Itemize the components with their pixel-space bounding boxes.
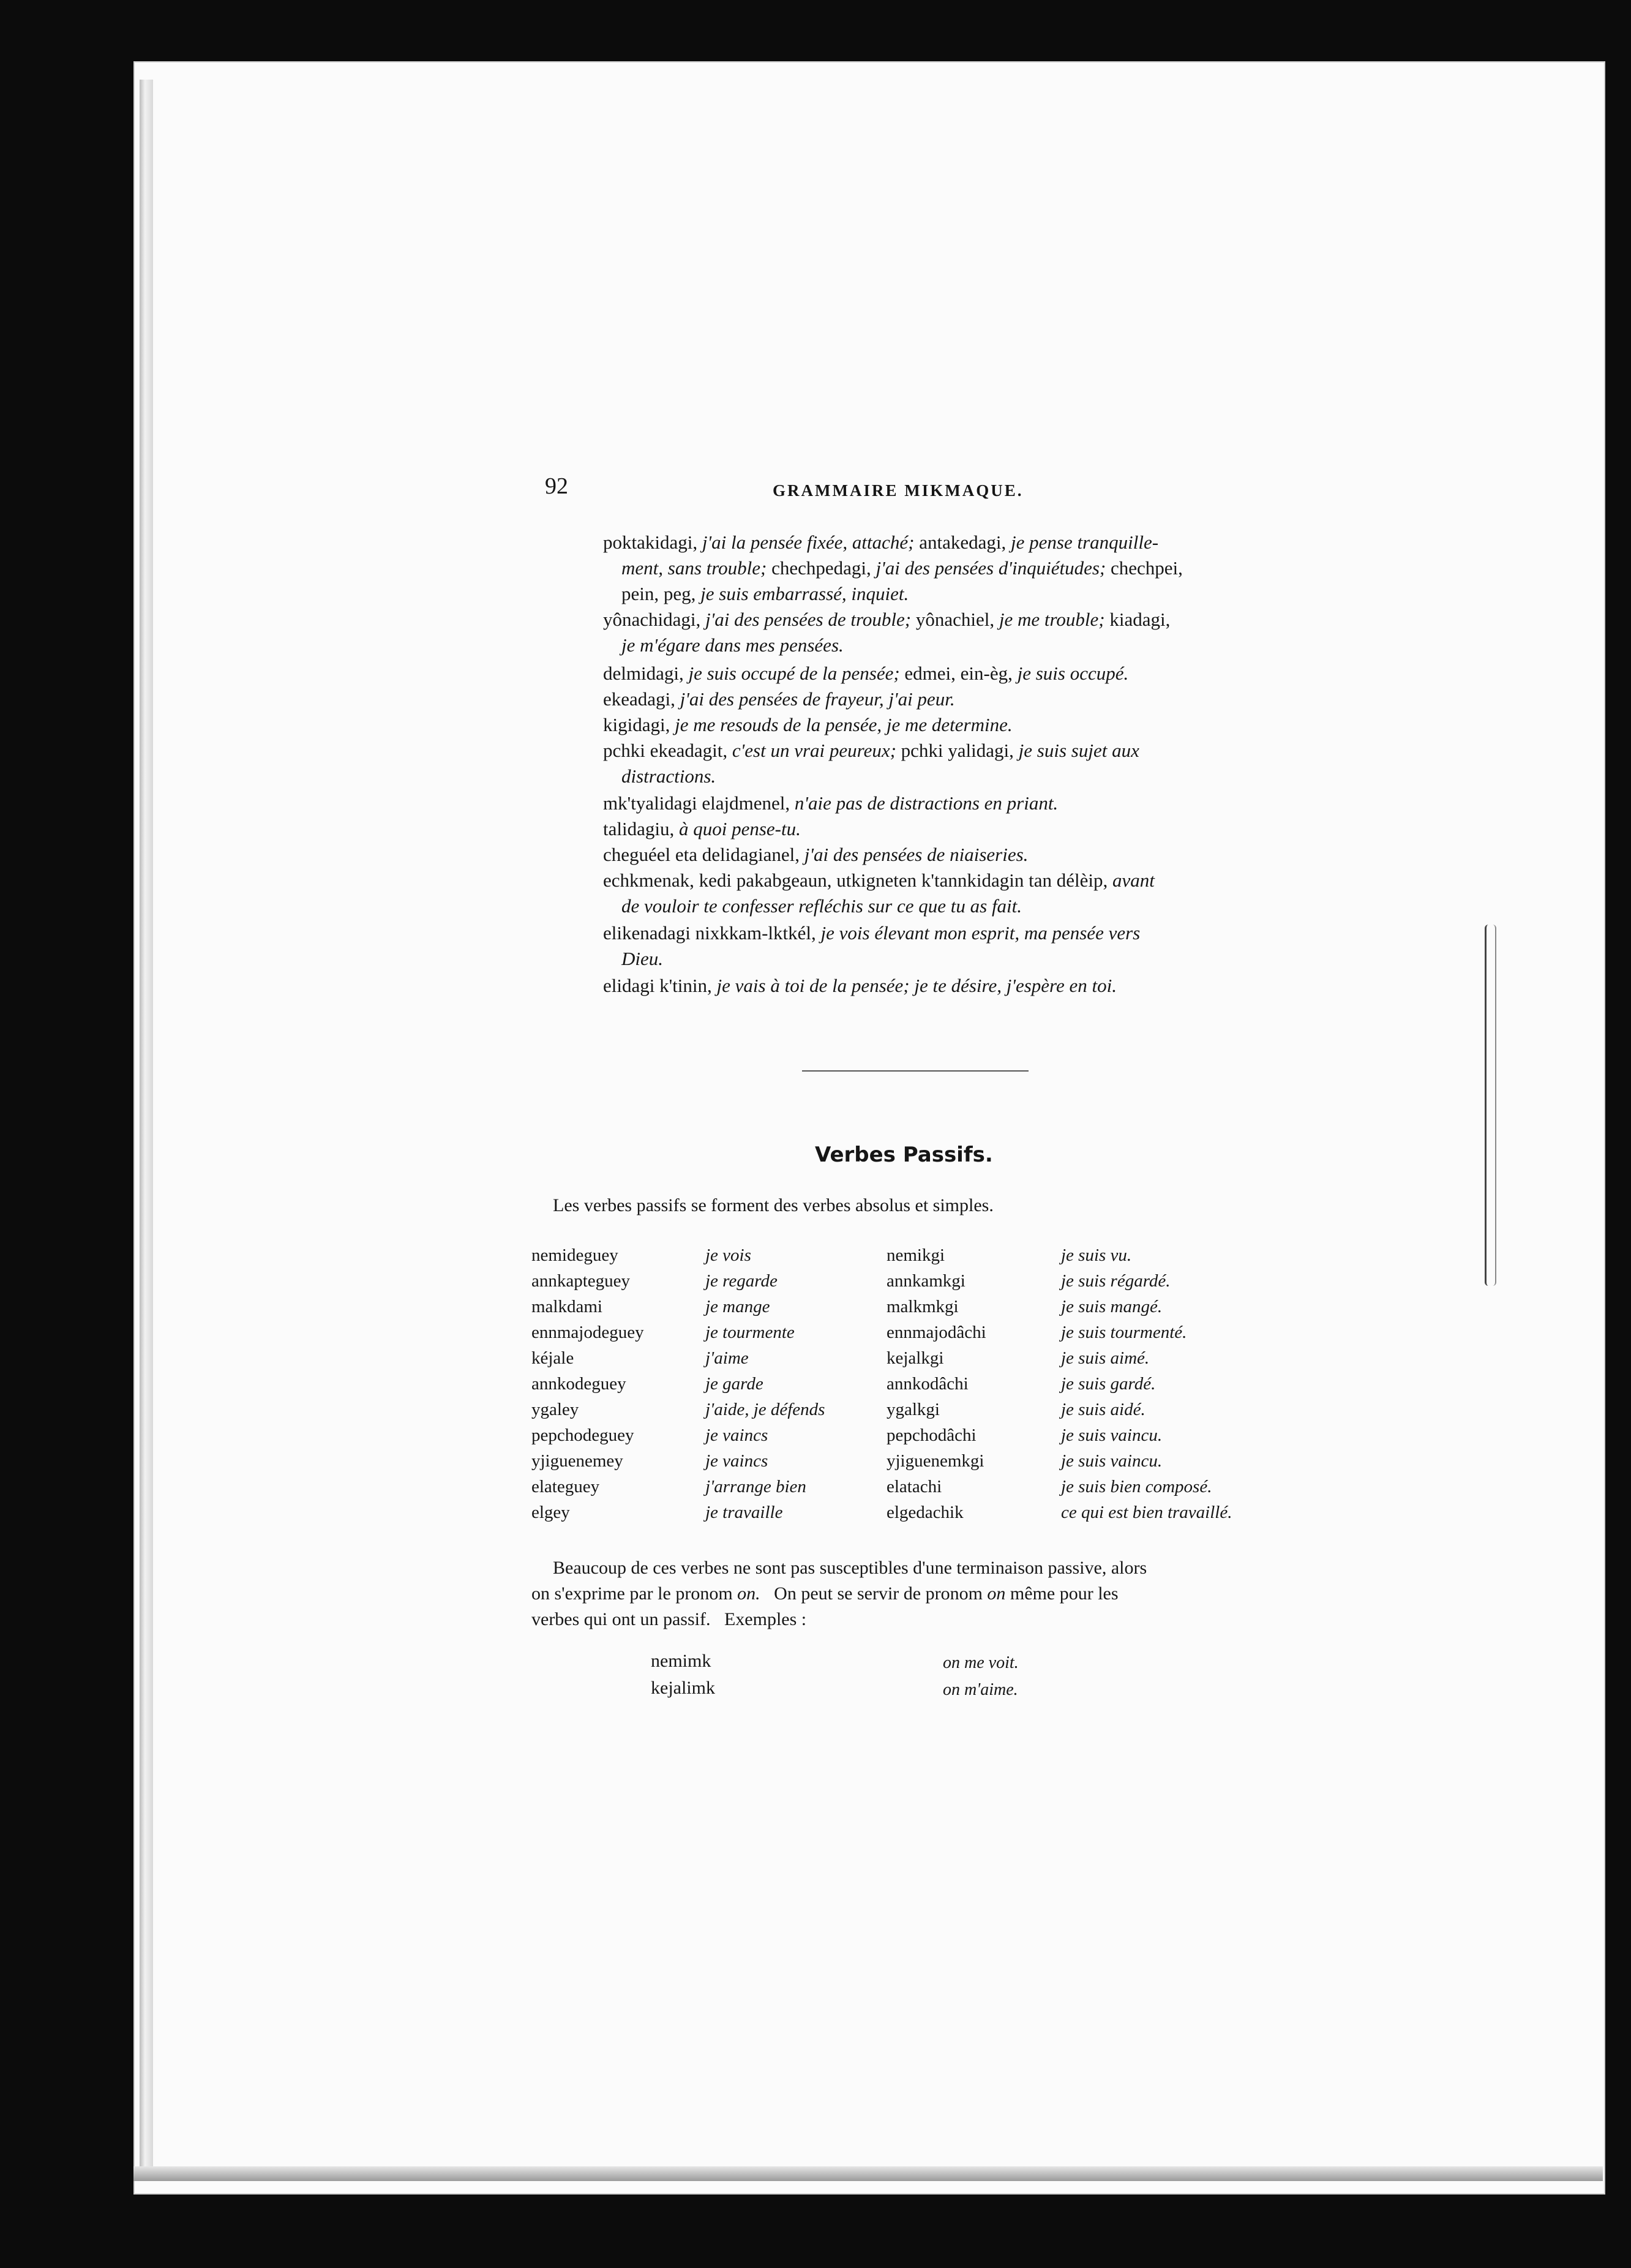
binding-clip xyxy=(1485,925,1496,1286)
verb-passive-fr: ce qui est bien travaillé. xyxy=(1061,1503,1232,1522)
verb-active-fr: je vaincs xyxy=(705,1425,768,1445)
paragraph-line: Beaucoup de ces verbes ne sont pas susceptibles d'une terminaison passive, alors xyxy=(553,1558,1147,1578)
verb-passive-fr: je suis mangé. xyxy=(1061,1297,1163,1316)
vocab-line: echkmenak, kedi pakabgeaun, utkigneten k'tannkidagin tan délèip, avant xyxy=(603,869,1155,891)
verb-active-fr: j'aime xyxy=(705,1348,749,1368)
verb-active: pepchodeguey xyxy=(531,1425,634,1445)
book-page xyxy=(133,61,1605,2195)
verb-passive-fr: je suis régardé. xyxy=(1061,1271,1171,1291)
example-mik: kejalimk xyxy=(651,1678,715,1698)
verb-passive: nemikgi xyxy=(887,1245,945,1265)
verb-passive: kejalkgi xyxy=(887,1348,944,1368)
verb-active: annkapteguey xyxy=(531,1271,631,1291)
verb-passive: elatachi xyxy=(887,1477,942,1496)
vocab-line: delmidagi, je suis occupé de la pensée; edmei, ein-èg, je suis occupé. xyxy=(603,663,1129,684)
section-divider xyxy=(802,1070,1029,1072)
verb-active-fr: je regarde xyxy=(705,1271,778,1291)
verb-passive-fr: je suis vaincu. xyxy=(1061,1425,1163,1445)
vocab-line: mk'tyalidagi elajdmenel, n'aie pas de distractions en priant. xyxy=(603,792,1059,814)
verb-passive-fr: je suis tourmenté. xyxy=(1061,1323,1187,1342)
running-head: GRAMMAIRE MIKMAQUE. xyxy=(773,481,1024,500)
verb-active-fr: je mange xyxy=(705,1297,770,1316)
verb-active: annkodeguey xyxy=(531,1374,626,1394)
verb-active: malkdami xyxy=(531,1297,602,1316)
vocab-line: talidagiu, à quoi pense-tu. xyxy=(603,818,801,839)
vocab-line: de vouloir te confesser refléchis sur ce que tu as fait. xyxy=(621,895,1022,917)
verb-passive-fr: je suis bien composé. xyxy=(1061,1477,1212,1496)
verb-active-fr: je vaincs xyxy=(705,1451,768,1471)
vocab-line: cheguéel eta delidagianel, j'ai des pensées de niaiseries. xyxy=(603,844,1029,865)
vocab-line: Dieu. xyxy=(621,948,664,969)
example-fr: on me voit. xyxy=(943,1653,1019,1672)
vocab-line: elidagi k'tinin, je vais à toi de la pensée; je te désire, j'espère en toi. xyxy=(603,975,1117,996)
verb-active-fr: je garde xyxy=(705,1374,763,1394)
vocab-line: yônachidagi, j'ai des pensées de trouble; yônachiel, je me trouble; kiadagi, xyxy=(603,609,1171,630)
page-bottom-edge xyxy=(133,2166,1603,2181)
verb-active: yjiguenemey xyxy=(531,1451,623,1471)
example-mik: nemimk xyxy=(651,1651,711,1671)
paragraph-line: verbes qui ont un passif. Exemples : xyxy=(531,1609,807,1629)
page-number: 92 xyxy=(545,473,568,499)
verb-active: elateguey xyxy=(531,1477,600,1496)
verb-passive: yjiguenemkgi xyxy=(887,1451,984,1471)
verb-active: kéjale xyxy=(531,1348,574,1368)
verb-passive: ygalkgi xyxy=(887,1400,940,1419)
verb-active: elgey xyxy=(531,1503,570,1522)
verb-passive: pepchodâchi xyxy=(887,1425,977,1445)
vocab-line: je m'égare dans mes pensées. xyxy=(621,634,844,656)
vocab-line: poktakidagi, j'ai la pensée fixée, attaché; antakedagi, je pense tranquille- xyxy=(603,531,1159,553)
page-left-edge xyxy=(140,80,153,2174)
vocab-line: pein, peg, je suis embarrassé, inquiet. xyxy=(621,583,909,604)
verb-active-fr: j'arrange bien xyxy=(705,1477,806,1496)
vocab-line: ment, sans trouble; chechpedagi, j'ai des pensées d'inquiétudes; chechpei, xyxy=(621,557,1183,579)
verb-passive-fr: je suis gardé. xyxy=(1061,1374,1156,1394)
verb-passive: annkodâchi xyxy=(887,1374,969,1394)
vocab-line: pchki ekeadagit, c'est un vrai peureux; pchki yalidagi, je suis sujet aux xyxy=(603,740,1139,761)
verb-active-fr: je vois xyxy=(705,1245,751,1265)
verb-passive: ennmajodâchi xyxy=(887,1323,986,1342)
intro-text: Les verbes passifs se forment des verbes absolus et simples. xyxy=(553,1195,994,1215)
verb-active: nemideguey xyxy=(531,1245,618,1265)
vocab-line: kigidagi, je me resouds de la pensée, je me determine. xyxy=(603,714,1013,735)
verb-active-fr: je travaille xyxy=(705,1503,783,1522)
verb-passive: elgedachik xyxy=(887,1503,964,1522)
vocab-line: ekeadagi, j'ai des pensées de frayeur, j'ai peur. xyxy=(603,688,955,710)
vocab-line: elikenadagi nixkkam-lktkél, je vois élevant mon esprit, ma pensée vers xyxy=(603,922,1141,944)
vocab-line: distractions. xyxy=(621,765,716,787)
example-fr: on m'aime. xyxy=(943,1680,1018,1699)
verb-passive: annkamkgi xyxy=(887,1271,965,1291)
verb-active: ygaley xyxy=(531,1400,579,1419)
section-title: Verbes Passifs. xyxy=(815,1143,993,1167)
verb-active-fr: je tourmente xyxy=(705,1323,795,1342)
paragraph-line: on s'exprime par le pronom on. On peut se servir de pronom on même pour les xyxy=(531,1583,1119,1604)
verb-passive-fr: je suis aimé. xyxy=(1061,1348,1150,1368)
verb-passive-fr: je suis aidé. xyxy=(1061,1400,1145,1419)
verb-passive-fr: je suis vu. xyxy=(1061,1245,1132,1265)
verb-active: ennmajodeguey xyxy=(531,1323,644,1342)
verb-passive-fr: je suis vaincu. xyxy=(1061,1451,1163,1471)
verb-active-fr: j'aide, je défends xyxy=(705,1400,825,1419)
verb-passive: malkmkgi xyxy=(887,1297,959,1316)
